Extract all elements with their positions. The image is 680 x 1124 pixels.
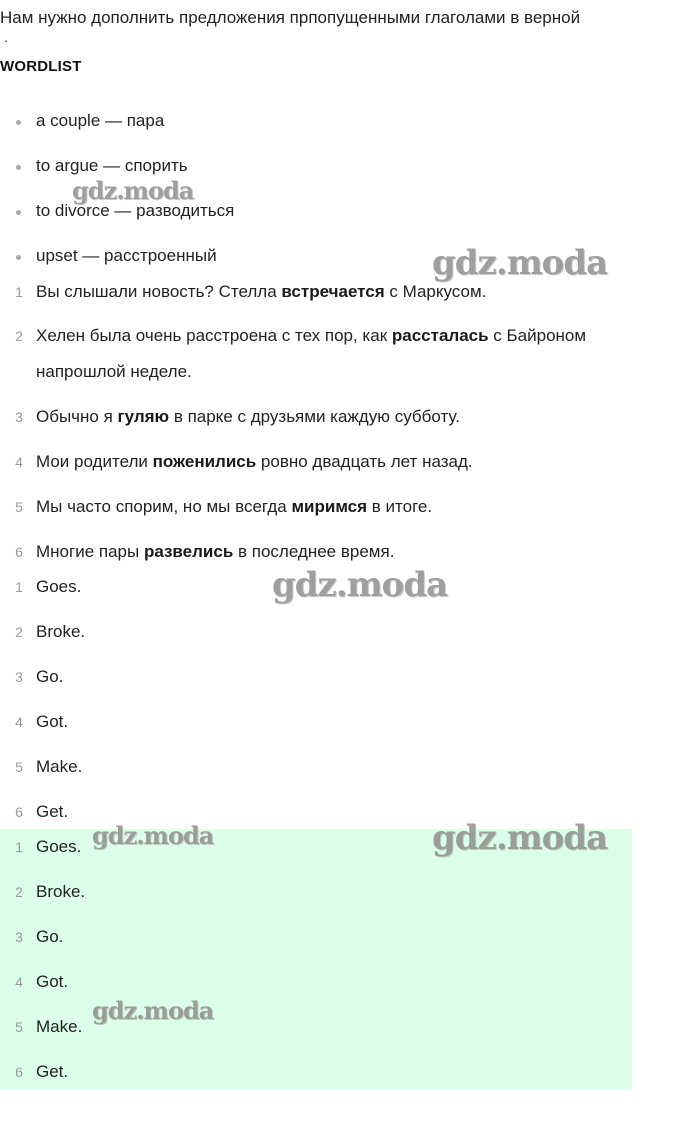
item-number: 6 — [15, 1064, 23, 1080]
item-number: 1 — [15, 284, 23, 300]
verb: гуляю — [117, 407, 170, 426]
watermark-logo: gdz.moda — [432, 818, 608, 858]
watermark-logo: gdz.moda — [432, 243, 608, 283]
item-number: 1 — [15, 579, 23, 595]
sentence-text: Вы слышали новость? Стелла встречается с Маркусом. — [36, 282, 487, 301]
intro-text: Нам нужно дополнить предложения прпопущенными глаголами в верной — [0, 8, 581, 27]
item-number: 6 — [15, 804, 23, 820]
answer-text: Go. — [36, 927, 64, 946]
bullet-icon — [16, 255, 21, 260]
answer-text: Got. — [36, 972, 69, 991]
item-number: 5 — [15, 759, 23, 775]
answer-text: Make. — [36, 757, 83, 776]
sentence-text: Хелен была очень расстроена с тех пор, как рассталась с Байроном — [36, 326, 587, 345]
verb: рассталась — [391, 326, 489, 345]
item-number: 3 — [15, 669, 23, 685]
wordlist-item-text: a couple — пара — [36, 111, 165, 130]
bullet-icon — [16, 210, 21, 215]
item-number: 3 — [15, 929, 23, 945]
answer-text: Get. — [36, 802, 69, 821]
sentence-text: Мои родители поженились ровно двадцать лет назад. — [36, 452, 473, 471]
item-number: 2 — [15, 624, 23, 640]
bullet-icon — [16, 165, 21, 170]
item-number: 5 — [15, 499, 23, 515]
item-number: 1 — [15, 839, 23, 855]
answer-text: Broke. — [36, 882, 86, 901]
item-number: 5 — [15, 1019, 23, 1035]
sentence-text: Мы часто спорим, но мы всегда миримся в итоге. — [36, 497, 433, 516]
answer-text: Goes. — [36, 577, 82, 596]
sentence-text: Обычно я гуляю в парке с друзьями каждую субботу. — [36, 407, 460, 426]
watermark-logo: gdz.moda — [92, 996, 214, 1025]
answer-text: Goes. — [36, 837, 82, 856]
answer-text: Get. — [36, 1062, 69, 1081]
answer-text: Make. — [36, 1017, 83, 1036]
item-number: 3 — [15, 409, 23, 425]
answer-text: Go. — [36, 667, 64, 686]
item-number: 4 — [15, 974, 23, 990]
bullet-icon — [16, 120, 21, 125]
verb: поженились — [152, 452, 257, 471]
item-number: 6 — [15, 544, 23, 560]
verb: миримся — [291, 497, 368, 516]
answer-text: Got. — [36, 712, 69, 731]
highlighted-answers-block — [0, 829, 632, 1089]
item-number: 2 — [15, 328, 23, 344]
item-number: 2 — [15, 884, 23, 900]
wordlist-item-text: to divorce — разводиться — [36, 201, 235, 220]
watermark-logo: gdz.moda — [72, 176, 194, 205]
verb: встречается — [281, 282, 385, 301]
wordlist-item-text: upset — расстроенный — [36, 246, 217, 265]
wordlist-item-text: to argue — спорить — [36, 156, 188, 175]
wordlist-heading: WORDLIST — [0, 58, 82, 75]
sentence-text: Многие пары развелись в последнее время. — [36, 542, 395, 561]
intro-dot: . — [4, 29, 8, 45]
verb: развелись — [143, 542, 234, 561]
item-number: 4 — [15, 454, 23, 470]
item-number: 4 — [15, 714, 23, 730]
watermark-logo: gdz.moda — [92, 821, 214, 850]
watermark-logo: gdz.moda — [272, 565, 448, 605]
sentence-text: напрошлой неделе. — [36, 362, 192, 381]
answer-text: Broke. — [36, 622, 86, 641]
